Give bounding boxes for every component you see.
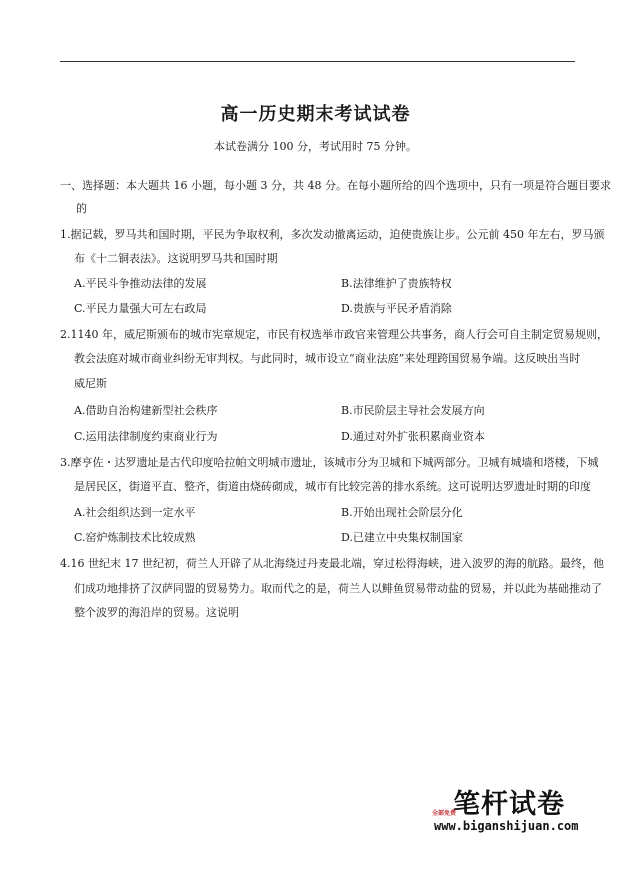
q2-stem-cont: 教会法庭对城市商业纠纷无审判权。与此同时，城市设立“商业法庭”来处理跨国贸易争端。这反映出当时 (74, 352, 581, 365)
watermark-brand: 笔杆试卷 (453, 789, 565, 820)
q4-stem-cont: 们成功地排挤了汉萨同盟的贸易势力。取而代之的是，荷兰人以鲱鱼贸易带动盐的贸易，并以此为基础推动了 (74, 582, 602, 595)
watermark-tag: 全部免费 (432, 810, 457, 817)
watermark-url: www.biganshijuan.com (434, 819, 579, 833)
section-heading-cont: 的 (76, 202, 87, 215)
q2-option-b: B.市民阶层主导社会发展方向 (341, 404, 485, 417)
q3-stem: 3.摩亨佐・达罗遗址是古代印度哈拉帕文明城市遗址，该城市分为卫城和下城两部分。卫城有城墙和塔楼，下城 (60, 456, 599, 469)
q3-option-d: D.已建立中央集权制国家 (341, 531, 463, 544)
q1-option-c: C.平民力量强大可左右政局 (74, 302, 207, 315)
q2-option-a: A.借助自治构建新型社会秩序 (74, 404, 218, 417)
q4-stem-cont2: 整个波罗的海沿岸的贸易。这说明 (74, 606, 239, 619)
q1-option-b: B.法律维护了贵族特权 (341, 277, 452, 290)
page-title: 高一历史期末考试试卷 (220, 104, 411, 125)
q3-option-a: A.社会组织达到一定水平 (74, 506, 196, 519)
q2-option-c: C.运用法律制度约束商业行为 (74, 430, 218, 443)
q1-stem-cont: 布《十二铜表法》。这说明罗马共和国时期 (74, 252, 278, 265)
q2-stem: 2.1140 年，威尼斯颁布的城市宪章规定，市民有权选举市政官来管理公共事务，商人行会可自主制定贸易规则， (60, 328, 608, 341)
q4-stem: 4.16 世纪末 17 世纪初，荷兰人开辟了从北海绕过丹麦最北端，穿过松得海峡，进入波罗的海的航路。最终，他 (60, 557, 604, 570)
q1-option-a: A.平民斗争推动法律的发展 (74, 277, 207, 290)
exam-info: 本试卷满分 100 分，考试用时 75 分钟。 (214, 140, 417, 153)
section-heading: 一、选择题：本大题共 16 小题，每小题 3 分，共 48 分。在每小题所给的四个选项中，只有一项是符合题目要求 (60, 179, 611, 192)
q2-stem-cont2: 威尼斯 (74, 377, 107, 390)
top-rule (60, 61, 575, 62)
q3-option-c: C.窑炉炼制技术比较成熟 (74, 531, 196, 544)
q1-option-d: D.贵族与平民矛盾消除 (341, 302, 452, 315)
q1-stem: 1.据记载，罗马共和国时期，平民为争取权利，多次发动撤离运动，迫使贵族让步。公元前 450 年左右，罗马颁 (60, 228, 605, 241)
q2-option-d: D.通过对外扩张积累商业资本 (341, 430, 485, 443)
q3-stem-cont: 是居民区，街道平直、整齐，街道由烧砖砌成，城市有比较完善的排水系统。这可说明达罗遗址时期的印度 (74, 480, 591, 493)
q3-option-b: B.开始出现社会阶层分化 (341, 506, 463, 519)
